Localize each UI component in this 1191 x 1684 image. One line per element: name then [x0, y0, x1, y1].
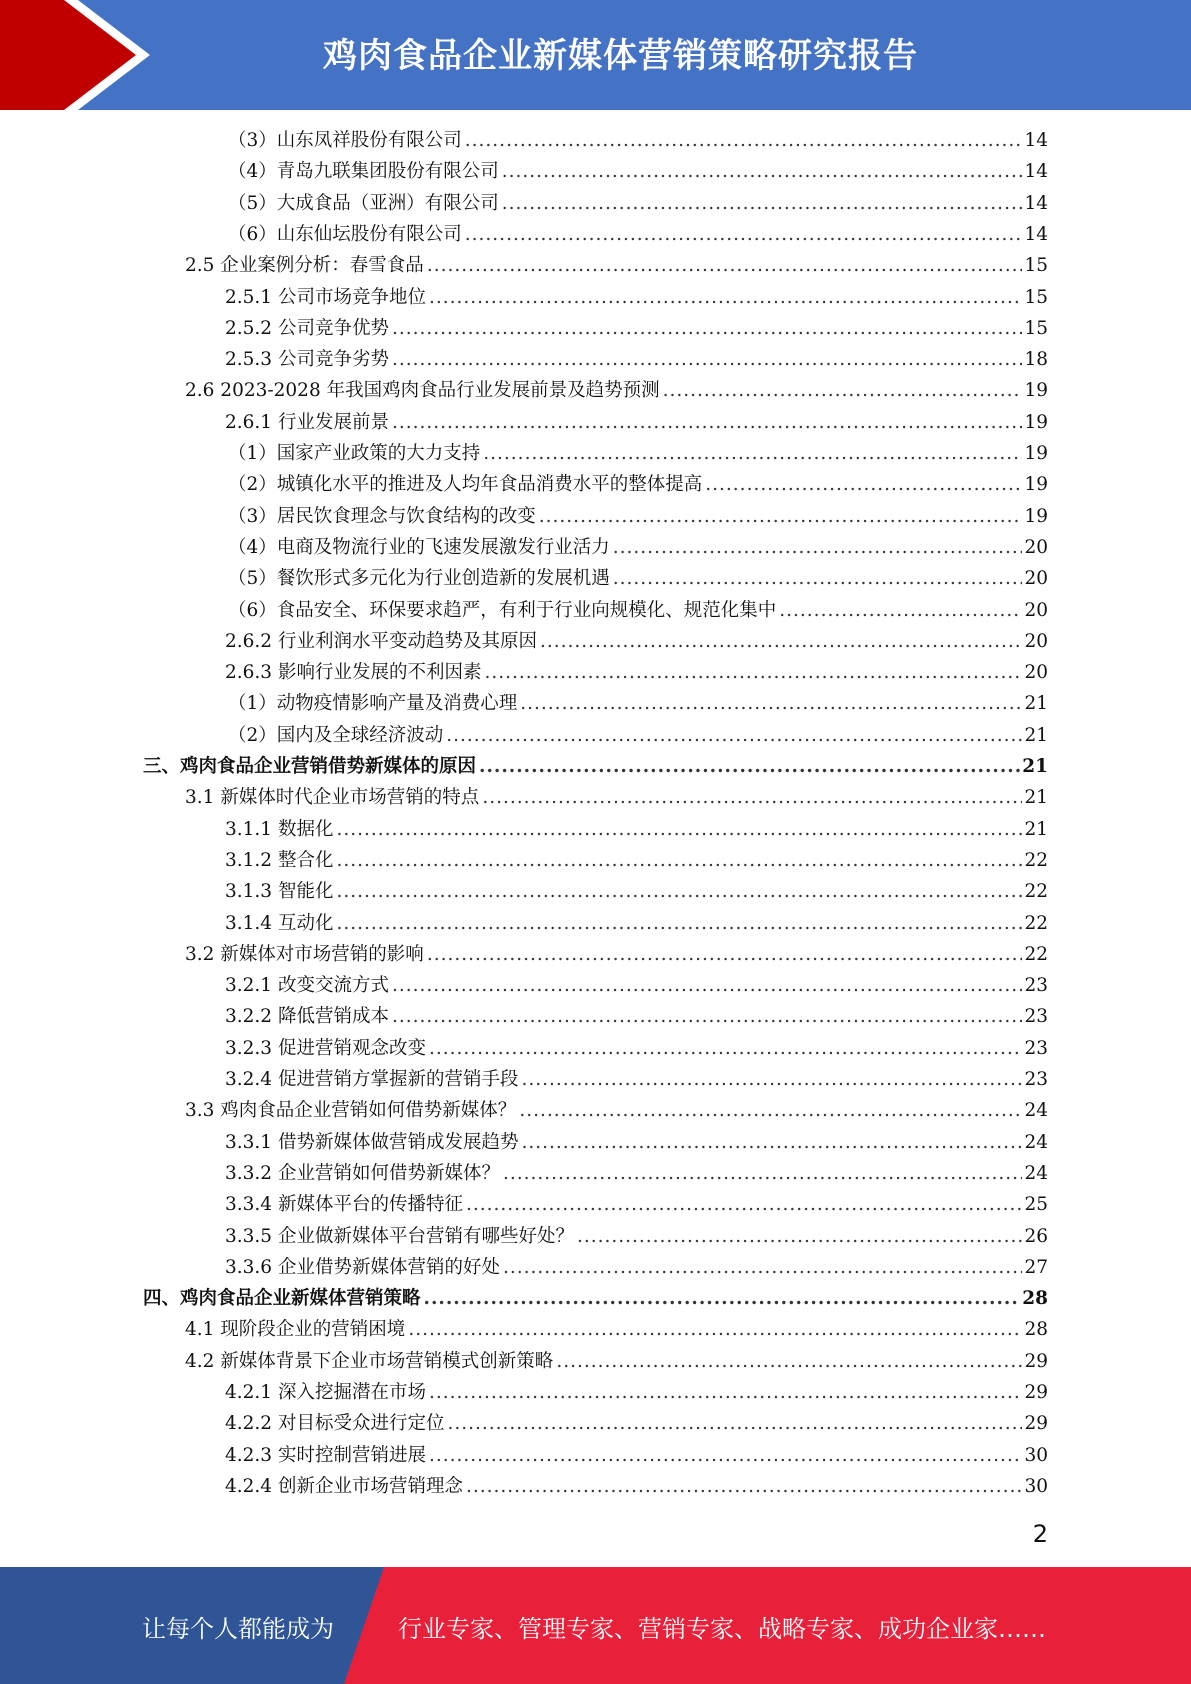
toc-entry-label: 2.5.1 公司市场竞争地位 [225, 286, 426, 308]
toc-entry-page: 28 [1022, 1288, 1048, 1310]
toc-entry-page: 24 [1024, 1100, 1048, 1122]
toc-entry-page: 18 [1024, 349, 1048, 371]
toc-entry-page: 15 [1024, 286, 1048, 308]
toc-entry-label: 3.3.4 新媒体平台的传播特征 [225, 1194, 463, 1216]
toc-leader-dots [336, 910, 1022, 938]
footer-slogan-right: 行业专家、管理专家、营销专家、战略专家、成功企业家…… [398, 1615, 1046, 1643]
toc-leader-dots [503, 1254, 1022, 1282]
toc-entry[interactable] [225, 1223, 1048, 1251]
toc-entry-page: 22 [1024, 881, 1048, 903]
toc-entry-page: 29 [1024, 1350, 1048, 1372]
toc-entry[interactable] [225, 1066, 1048, 1094]
toc-entry[interactable] [185, 1316, 1048, 1344]
toc-entry-page: 19 [1024, 380, 1048, 402]
toc-entry-label: （1）国家产业政策的大力支持 [228, 443, 481, 464]
toc-leader-dots [447, 1410, 1022, 1438]
toc-entry-label: 4.2.3 实时控制营销进展 [225, 1444, 426, 1466]
toc-entry-label: 3.1.3 智能化 [225, 881, 334, 903]
toc-entry-page: 19 [1024, 505, 1048, 527]
page-number: 2 [1032, 1520, 1048, 1548]
toc-entry-page: 20 [1024, 662, 1048, 684]
toc-entry-page: 20 [1024, 630, 1048, 652]
toc-leader-dots [502, 158, 1023, 186]
toc-leader-dots [540, 628, 1022, 656]
toc-entry[interactable] [225, 346, 1048, 374]
toc-entry[interactable] [185, 252, 1048, 280]
toc-entry[interactable] [225, 878, 1048, 906]
toc-entry[interactable] [225, 628, 1048, 656]
toc-entry-page: 21 [1024, 787, 1048, 809]
toc-entry-page: 14 [1024, 130, 1048, 151]
toc-entry-page: 21 [1024, 693, 1048, 715]
toc-entry-label: 3.3.6 企业借势新媒体营销的好处 [225, 1256, 500, 1278]
toc-entry-label: （3）山东凤祥股份有限公司 [228, 130, 462, 151]
toc-entry[interactable] [228, 565, 1048, 593]
toc-entry-label: 3.3 鸡肉食品企业营销如何借势新媒体？ [185, 1100, 517, 1122]
toc-entry-page: 21 [1024, 724, 1048, 746]
toc-entry[interactable] [225, 1473, 1048, 1501]
toc-entry-label: （3）居民饮食理念与饮食结构的改变 [228, 505, 536, 527]
toc-entry[interactable] [228, 221, 1048, 249]
toc-leader-dots [427, 252, 1023, 280]
toc-entry-page: 14 [1024, 192, 1048, 214]
toc-entry-label: 2.6.3 影响行业发展的不利因素 [225, 662, 482, 684]
toc-entry-label: 4.2.4 创新企业市场营销理念 [225, 1475, 463, 1497]
toc-entry[interactable] [185, 377, 1048, 405]
toc-entry-page: 15 [1024, 317, 1048, 339]
toc-entry-label: 3.2.1 改变交流方式 [225, 975, 389, 997]
toc-leader-dots [392, 972, 1022, 1000]
toc-entry[interactable] [225, 1410, 1048, 1438]
toc-leader-dots [427, 941, 1023, 969]
toc-entry-label: （2）城镇化水平的推进及人均年食品消费水平的整体提高 [228, 474, 703, 496]
toc-entry[interactable] [228, 190, 1048, 218]
toc-leader-dots [556, 1348, 1022, 1376]
toc-leader-dots [613, 565, 1023, 593]
toc-leader-dots [482, 784, 1022, 812]
page-header [0, 0, 1191, 110]
toc-leader-dots [392, 1003, 1022, 1031]
toc-leader-dots [503, 1160, 1022, 1188]
toc-entry[interactable] [225, 1254, 1048, 1282]
toc-entry[interactable] [228, 127, 1048, 155]
toc-entry-label: 4.2 新媒体背景下企业市场营销模式创新策略 [185, 1350, 554, 1372]
toc-leader-dots [392, 315, 1022, 343]
toc-leader-dots [429, 1035, 1022, 1063]
toc-leader-dots [521, 1129, 1022, 1157]
toc-leader-dots [446, 722, 1022, 750]
toc-leader-dots [408, 1316, 1022, 1344]
toc-entry-label: 2.6.2 行业利润水平变动趋势及其原因 [225, 630, 537, 652]
toc-entry-label: 3.3.1 借势新媒体做营销成发展趋势 [225, 1131, 519, 1153]
footer-slogan-left: 让每个人都能成为 [142, 1615, 334, 1643]
toc-leader-dots [483, 440, 1022, 468]
toc-entry-page: 26 [1024, 1225, 1048, 1247]
toc-leader-dots [663, 377, 1023, 405]
toc-entry[interactable] [228, 597, 1048, 625]
toc-entry[interactable] [185, 1348, 1048, 1376]
report-title: 鸡肉食品企业新媒体营销策略研究报告 [323, 36, 918, 76]
toc-entry[interactable] [225, 1129, 1048, 1157]
toc-leader-dots [465, 127, 1023, 155]
toc-entry-label: 四、鸡肉食品企业新媒体营销策略 [143, 1288, 421, 1310]
toc-leader-dots [479, 753, 1020, 781]
toc-entry-page: 21 [1022, 756, 1048, 777]
toc-entry-page: 22 [1024, 943, 1048, 965]
toc-entry-page: 29 [1024, 1382, 1048, 1403]
toc-entry-page: 30 [1024, 1475, 1048, 1497]
toc-entry-page: 23 [1024, 1069, 1048, 1090]
toc-leader-dots [519, 1097, 1022, 1125]
toc-entry-page: 20 [1024, 599, 1048, 621]
toc-entry[interactable] [185, 784, 1048, 812]
toc-entry-label: （4）电商及物流行业的飞速发展激发行业活力 [228, 536, 610, 558]
toc-entry-page: 30 [1024, 1444, 1048, 1466]
toc-entry-page: 19 [1024, 474, 1048, 496]
toc-entry-label: （5）大成食品（亚洲）有限公司 [228, 192, 499, 214]
toc-entry[interactable] [225, 910, 1048, 938]
toc-leader-dots [465, 221, 1023, 249]
toc-entry[interactable] [228, 158, 1048, 186]
toc-entry-label: （5）餐饮形式多元化为行业创造新的发展机遇 [228, 568, 610, 590]
toc-entry-label: （4）青岛九联集团股份有限公司 [228, 161, 499, 183]
toc-entry-page: 15 [1024, 255, 1048, 277]
toc-entry-page: 23 [1024, 1006, 1048, 1028]
toc-leader-dots [336, 878, 1022, 906]
toc-entry[interactable] [225, 1379, 1048, 1407]
toc-leader-dots [705, 471, 1022, 499]
toc-entry[interactable] [228, 440, 1048, 468]
toc-entry-page: 25 [1024, 1194, 1048, 1216]
toc-entry-page: 19 [1024, 443, 1048, 464]
toc-entry-page: 20 [1024, 536, 1048, 558]
toc-entry-label: 3.1.1 数据化 [225, 818, 334, 840]
toc-entry-label: 2.6.1 行业发展前景 [225, 411, 389, 433]
toc-leader-dots [521, 1066, 1022, 1094]
toc-entry-page: 23 [1024, 975, 1048, 997]
toc-leader-dots [429, 284, 1022, 312]
toc-leader-dots [336, 816, 1022, 844]
toc-entry-page: 24 [1024, 1162, 1048, 1184]
toc-leader-dots [520, 690, 1022, 718]
toc-entry[interactable] [225, 315, 1048, 343]
toc-entry-label: （2）国内及全球经济波动 [228, 724, 444, 746]
toc-entry-label: 3.2.4 促进营销方掌握新的营销手段 [225, 1069, 519, 1090]
toc-entry[interactable] [228, 690, 1048, 718]
toc-entry[interactable] [185, 941, 1048, 969]
toc-entry-page: 14 [1024, 223, 1048, 245]
toc-entry-label: 3.2.2 降低营销成本 [225, 1006, 389, 1028]
toc-entry-label: 2.6 2023-2028 年我国鸡肉食品行业发展前景及趋势预测 [185, 380, 660, 402]
toc-entry-label: 3.1 新媒体时代企业市场营销的特点 [185, 787, 480, 809]
toc-entry-label: 3.3.5 企业做新媒体平台营销有哪些好处？ [225, 1225, 574, 1247]
toc-entry-label: （1）动物疫情影响产量及消费心理 [228, 693, 518, 715]
toc-entry-label: 4.2.1 深入挖掘潜在市场 [225, 1382, 426, 1403]
toc-entry-page: 14 [1024, 161, 1048, 183]
toc-entry[interactable] [225, 409, 1048, 437]
toc-entry-label: 2.5.2 公司竞争优势 [225, 317, 389, 339]
toc-entry[interactable] [225, 1191, 1048, 1219]
toc-leader-dots [392, 346, 1022, 374]
toc-leader-dots [577, 1223, 1022, 1251]
toc-entry-page: 23 [1024, 1037, 1048, 1059]
toc-entry-label: 3.2 新媒体对市场营销的影响 [185, 943, 424, 965]
toc-leader-dots [539, 503, 1023, 531]
toc-leader-dots [484, 659, 1022, 687]
toc-entry[interactable] [225, 284, 1048, 312]
toc-entry[interactable] [228, 471, 1048, 499]
toc-leader-dots [429, 1442, 1022, 1470]
toc-entry[interactable] [143, 1285, 1048, 1313]
toc-entry-page: 19 [1024, 411, 1048, 433]
toc-leader-dots [429, 1379, 1022, 1407]
toc-entry-label: 4.2.2 对目标受众进行定位 [225, 1413, 445, 1435]
toc-entry[interactable] [225, 1003, 1048, 1031]
toc-entry[interactable] [225, 1442, 1048, 1470]
toc-entry-page: 20 [1024, 568, 1048, 590]
toc-entry[interactable] [228, 503, 1048, 531]
toc-leader-dots [336, 847, 1022, 875]
toc-entry-label: （6）山东仙坛股份有限公司 [228, 223, 462, 245]
toc-entry[interactable] [225, 847, 1048, 875]
toc-entry-label: 2.5 企业案例分析：春雪食品 [185, 255, 424, 277]
page-footer [0, 1567, 1191, 1684]
toc-entry[interactable] [225, 816, 1048, 844]
toc-entry-page: 21 [1024, 818, 1048, 840]
toc-leader-dots [466, 1473, 1022, 1501]
toc-entry-label: 三、鸡肉食品企业营销借势新媒体的原因 [143, 756, 477, 777]
toc-entry[interactable] [225, 659, 1048, 687]
toc-entry-label: 3.2.3 促进营销观念改变 [225, 1037, 426, 1059]
toc-entry-label: 3.1.4 互动化 [225, 912, 334, 934]
toc-leader-dots [466, 1191, 1022, 1219]
toc-entry[interactable] [225, 1035, 1048, 1063]
toc-entry[interactable] [225, 972, 1048, 1000]
toc-entry[interactable] [143, 753, 1048, 781]
toc-entry-label: 3.1.2 整合化 [225, 849, 334, 871]
toc-entry-page: 22 [1024, 912, 1048, 934]
toc-leader-dots [392, 409, 1022, 437]
toc-entry-label: 4.1 现阶段企业的营销困境 [185, 1319, 406, 1341]
toc-entry-label: 2.5.3 公司竞争劣势 [225, 349, 389, 371]
toc-leader-dots [779, 597, 1022, 625]
toc-entry-label: 3.3.2 企业营销如何借势新媒体？ [225, 1162, 500, 1184]
toc-leader-dots [613, 534, 1023, 562]
toc-leader-dots [424, 1285, 1021, 1313]
toc-entry[interactable] [228, 722, 1048, 750]
toc-leader-dots [502, 190, 1023, 218]
toc-entry-page: 28 [1024, 1319, 1048, 1341]
toc-entry-page: 24 [1024, 1131, 1048, 1153]
toc-entry[interactable] [185, 1097, 1048, 1125]
toc-entry-page: 22 [1024, 849, 1048, 871]
toc-entry-page: 29 [1024, 1413, 1048, 1435]
toc-entry[interactable] [225, 1160, 1048, 1188]
toc-entry-label: （6）食品安全、环保要求趋严，有利于行业向规模化、规范化集中 [228, 599, 777, 621]
toc-entry[interactable] [228, 534, 1048, 562]
toc-entry-page: 27 [1024, 1256, 1048, 1278]
